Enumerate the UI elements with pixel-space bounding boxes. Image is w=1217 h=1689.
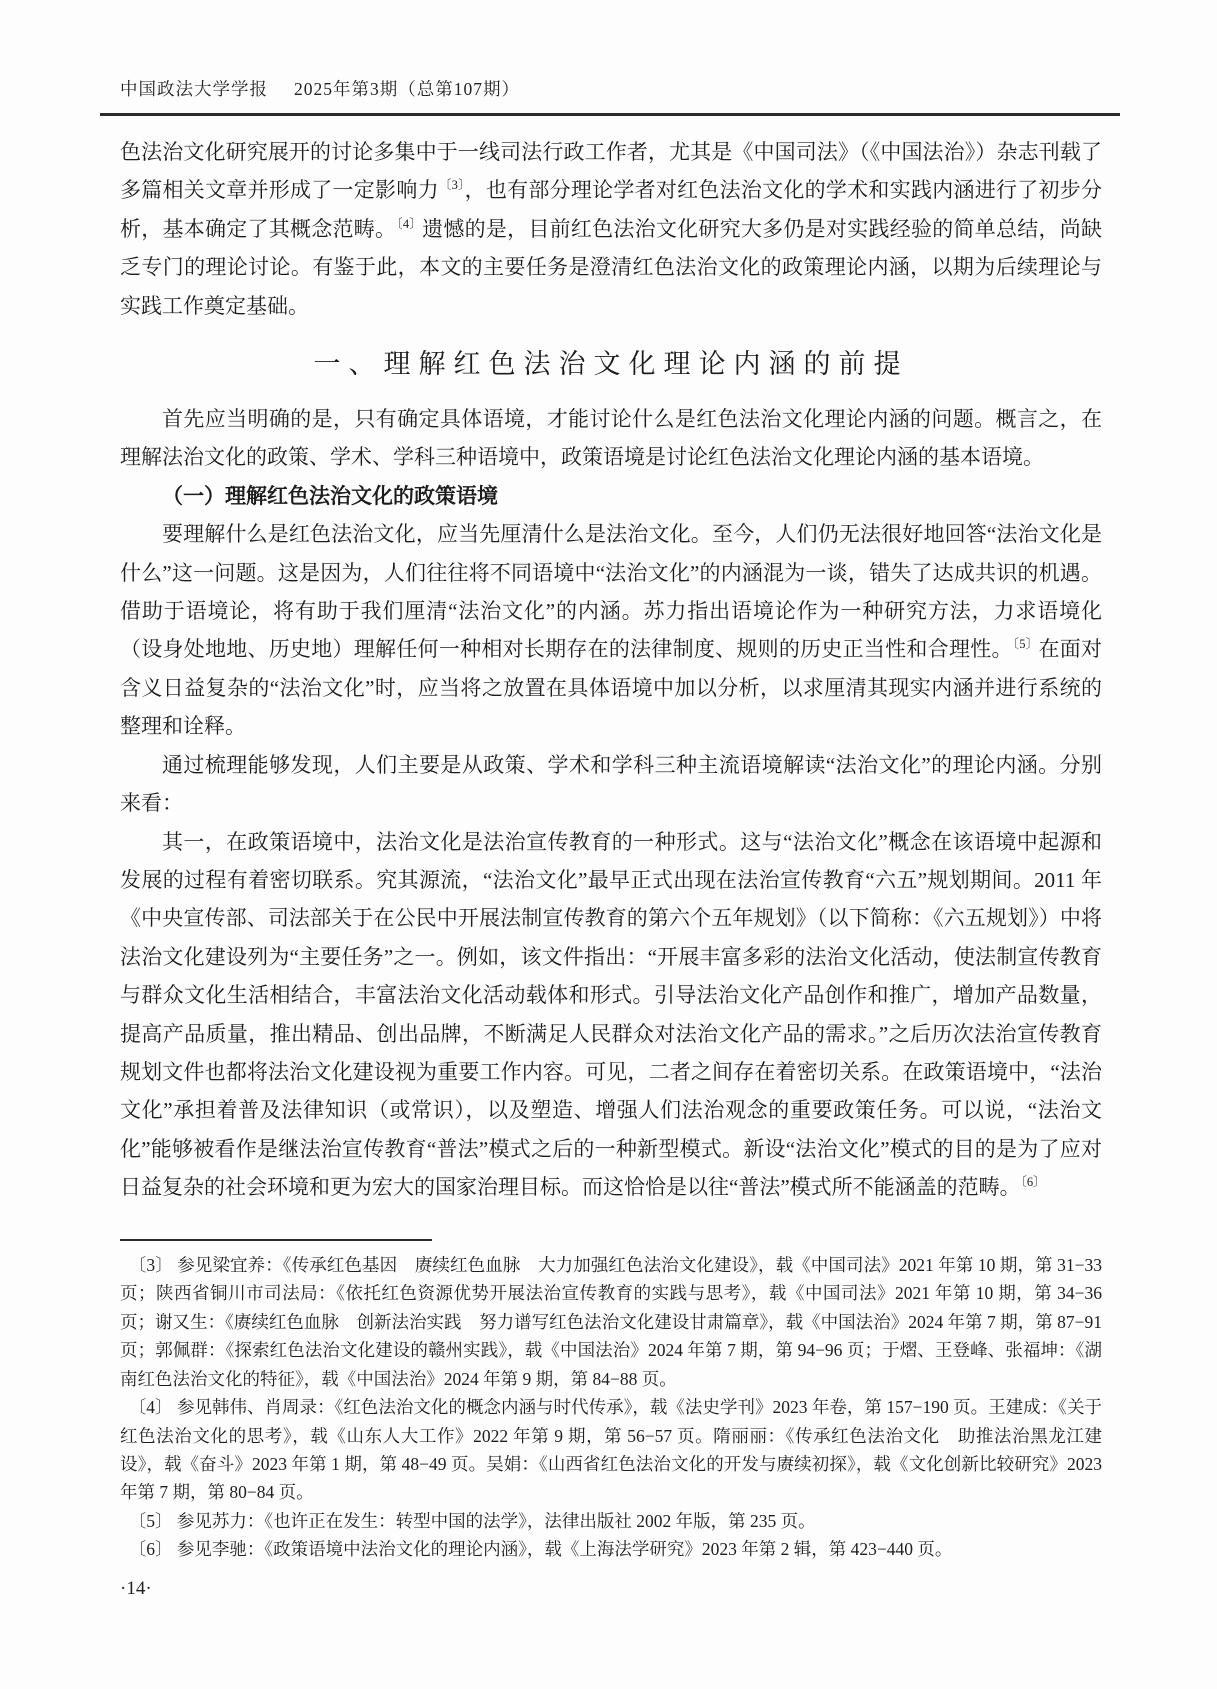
footnote-ref-4: 〔4〕: [396, 216, 423, 231]
section-heading-1: 一、理解红色法治文化理论内涵的前提: [313, 349, 909, 380]
paragraph-2: [120, 400, 1102, 477]
footnote-section: [120, 1239, 1102, 1564]
footnote-ref-3: 〔3〕: [438, 178, 465, 193]
issue-info: 2025年第3期（总第107期）: [294, 79, 520, 99]
paragraph-text: 通过梳理能够发现，人们主要是从政策、学术和学科三种主流语境解读“法治文化”的理论内涵。分别来看：: [120, 752, 1102, 816]
paragraph-text: 色法治文化研究展开的讨论多集中于一线司法行政工作者，尤其是《中国司法》（《中国法治》）杂志刊载了多篇相关文章并形成了一定影响力: [120, 140, 1102, 203]
subsection-heading-1: （一）理解红色法治文化的政策语境: [162, 483, 498, 508]
footnote-4: 〔4〕 参见韩伟、肖周录：《红色法治文化的概念内涵与时代传承》，载《法史学刊》2023 年卷，第 157−190 页。王建成：《关于红色法治文化的思考》，载《山东人大工作》2022 年第 9 期，第 56−57 页。隋丽丽：《传承红色法治文化 助推法治黑龙江建设》，载《奋斗》2023 年第 1 期，第 48−49 页。吴娟：《山西省红色法治文化的开发与赓续初探》，载《文化创新比较研究》2023 年第 7 期，第 80−84 页。: [120, 1397, 1102, 1503]
paragraph-text: 其一，在政策语境中，法治文化是法治宣传教育的一种形式。这与“法治文化”概念在该语境中起源和发展的过程有着密切联系。究其源流，“法治文化”最早正式出现在法治宣传教育“六五”规划期间。2011 年《中央宣传部、司法部关于在公民中开展法制宣传教育的第六个五年规划》（以下简称：《六五规划》）中将法治文化建设列为“主要任务”之一。例如，该文件指出：“开展丰富多彩的法治文化活动，使法制宣传教育与群众文化生活相结合，丰富法治文化活动载体和形式。引导法治文化产品创作和推广，增加产品数量，提高产品质量，推出精品、创出品牌，不断满足人民群众对法治文化产品的需求。”之后历次法治宣传教育规划文件也都将法治文化建设视为重要工作内容。可见，二者之间存在着密切关系。在政策语境中，“法治文化”承担着普及法律知识（或常识），以及塑造、增强人们法治观念的重要政策任务。可以说，“法治文化”能够被看作是继法治宣传教育“普法”模式之后的一种新型模式。新设“法治文化”模式的目的是为了应对日益复杂的社会环境和更为宏大的国家治理目标。而这恰恰是以往“普法”模式所不能涵盖的范畴。: [120, 829, 1102, 1200]
paragraph-5: [120, 823, 1102, 1207]
paragraph-4: [120, 746, 1102, 823]
footnote-ref-5: 〔5〕: [1012, 637, 1039, 652]
paragraph-continuation: [120, 133, 1102, 325]
paragraph-text: 在面对含义日益复杂的“法治文化”时，应当将之放置在具体语境中加以分析，以求厘清其现实内涵并进行系统的整理和诠释。: [120, 637, 1102, 739]
paragraph-3: [120, 515, 1102, 745]
footnote-ref-6: 〔6〕: [1020, 1175, 1046, 1190]
journal-title: 中国政法大学学报: [120, 79, 268, 99]
paragraph-text: 遗憾的是，目前红色法治文化研究大多仍是对实践经验的简单总结，尚缺乏专门的理论讨论。有鉴于此，本文的主要任务是澄清红色法治文化的政策理论内涵，以期为后续理论与实践工作奠定基础。: [120, 216, 1102, 318]
article-body: [120, 133, 1102, 1564]
paragraph-text: ，也有部分理论学者对红色法治文化的学术和实践内涵进行了初步分析，基本确定了其概念范畴。: [120, 178, 1102, 241]
running-head: [120, 76, 1100, 101]
paragraph-text: 要理解什么是红色法治文化，应当先厘清什么是法治文化。至今，人们仍无法很好地回答“法治文化是什么”这一问题。这是因为，人们往往将不同语境中“法治文化”的内涵混为一谈，错失了达成共识的机遇。借助于语境论，将有助于我们厘清“法治文化”的内涵。苏力指出语境论作为一种研究方法，力求语境化（设身处地地、历史地）理解任何一种相对长期存在的法律制度、规则的历史正当性和合理性。: [120, 522, 1102, 662]
footnote-5: 〔5〕 参见苏力：《也许正在发生：转型中国的法学》，法律出版社 2002 年版，第 235 页。: [128, 1510, 816, 1531]
footnote-separator: [120, 1239, 432, 1242]
header-rule: [100, 113, 1120, 116]
page-number: ·14·: [120, 1578, 152, 1599]
footnote-6: 〔6〕 参见李驰：《政策语境中法治文化的理论内涵》，载《上海法学研究》2023 年第 2 辑，第 423−440 页。: [128, 1539, 953, 1560]
paragraph-text: 首先应当明确的是，只有确定具体语境，才能讨论什么是红色法治文化理论内涵的问题。概言之，在理解法治文化的政策、学术、学科三种语境中，政策语境是讨论红色法治文化理论内涵的基本语境。: [120, 407, 1102, 470]
footnote-3: 〔3〕 参见梁宜养：《传承红色基因 赓续红色血脉 大力加强红色法治文化建设》，载《中国司法》2021 年第 10 期，第 31−33 页；陕西省铜川市司法局：《依托红色资源优势开展法治宣传教育的实践与思考》，载《中国司法》2021 年第 10 期，第 34−36 页；谢又生：《赓续红色血脉 创新法治实践 努力谱写红色法治文化建设甘肃篇章》，载《中国法治》2024 年第 7 期，第 87−91 页；郭佩群：《探索红色法治文化建设的赣州实践》，载《中国法治》2024 年第 7 期，第 94−96 页；于熠、王登峰、张福坤：《湖南红色法治文化的特征》，载《中国法治》2024 年第 9 期，第 84−88 页。: [120, 1255, 1102, 1389]
